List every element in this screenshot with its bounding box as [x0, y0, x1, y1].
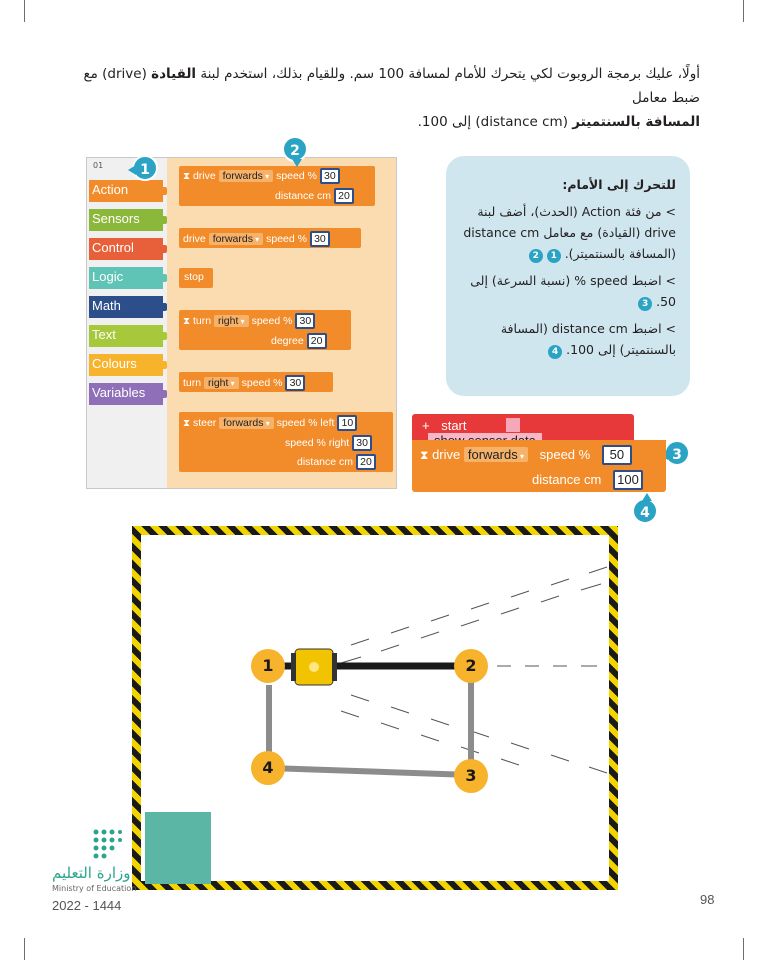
landing-pad: [145, 812, 211, 884]
block-keyword: drive: [183, 233, 206, 245]
card-title: للتحرك إلى الأمام:: [562, 177, 676, 192]
turn-block[interactable]: [179, 372, 333, 392]
card-step-3: > اضبط distance cm (المسافة بالسنتميتر) إلى 100. 4: [500, 321, 676, 357]
edition-year: 2022 - 1444: [52, 898, 122, 913]
waypoint-3: 3: [454, 759, 488, 793]
block-palette: [86, 157, 397, 489]
category-logic[interactable]: Logic: [89, 267, 163, 289]
page-number: 98: [700, 892, 715, 907]
step-number-icon: 1: [547, 249, 561, 263]
direction-dropdown[interactable]: right ▾: [204, 377, 239, 389]
speed-input[interactable]: 30: [295, 313, 315, 329]
hourglass-icon: ⧗: [183, 316, 191, 327]
crop-mark: [24, 938, 25, 960]
waypoint-1: 1: [251, 649, 285, 683]
hourglass-icon: ⧗: [183, 418, 191, 429]
ministry-logo: [52, 828, 137, 893]
card-step-1: > من فئة Action (الحدث)، أضف لبنة drive (القيادة) مع معامل distance cm (المسافة بالسنتميتر). 1 2: [463, 204, 676, 261]
category-counter: 01: [93, 161, 104, 170]
block-keyword: drive: [192, 170, 216, 182]
speed-label: speed %: [266, 233, 307, 245]
distance-label: distance cm: [275, 190, 332, 202]
instruction-card: [446, 156, 690, 396]
speed-input[interactable]: 30: [285, 375, 305, 391]
steer-block[interactable]: [179, 412, 393, 472]
plus-icon[interactable]: +: [422, 418, 430, 433]
hourglass-icon: ⧗: [420, 448, 429, 462]
category-list: [87, 158, 167, 488]
intro-text: (drive) مع ضبط معامل: [83, 66, 700, 106]
callout-badge-3: 3: [664, 440, 690, 466]
distance-input[interactable]: 20: [334, 188, 354, 204]
distance-input[interactable]: 20: [356, 454, 376, 470]
category-variables[interactable]: Variables: [89, 383, 163, 405]
block-keyword: steer: [192, 417, 217, 429]
step-number-icon: 3: [638, 297, 652, 311]
intro-text: (distance cm) إلى 100.: [417, 114, 573, 130]
speed-input[interactable]: 50: [602, 445, 632, 465]
block-keyword: stop: [184, 271, 204, 283]
category-colours[interactable]: Colours: [89, 354, 163, 376]
speed-label: speed %: [251, 315, 293, 327]
card-step-2: > اضبط speed % (نسبة السرعة) إلى 50. 3: [470, 273, 676, 309]
block-keyword: turn: [192, 315, 212, 327]
callout-badge-2: 2: [282, 136, 308, 162]
intro-bold: القيادة: [151, 66, 197, 82]
category-control[interactable]: Control: [89, 238, 163, 260]
stop-block[interactable]: [179, 268, 213, 288]
intro-paragraph: [80, 62, 700, 134]
direction-dropdown[interactable]: forwards ▾: [219, 417, 274, 429]
callout-badge-1: 1: [132, 155, 158, 181]
intro-bold: المسافة بالسنتميتر: [572, 114, 700, 130]
robot-icon: [291, 649, 337, 685]
direction-dropdown[interactable]: forwards ▾: [209, 233, 264, 245]
show-sensor-checkbox[interactable]: [506, 418, 520, 432]
block-keyword: turn: [183, 377, 202, 389]
speed-label: speed %: [276, 170, 317, 182]
start-label: start: [441, 418, 467, 433]
waypoint-4: 4: [251, 751, 285, 785]
callout-badge-4: 4: [632, 498, 658, 524]
arena-floor: [141, 535, 609, 881]
category-math[interactable]: Math: [89, 296, 163, 318]
speed-input[interactable]: 30: [320, 168, 340, 184]
program-workspace: [412, 414, 666, 492]
block-keyword: drive: [432, 447, 461, 462]
direction-dropdown[interactable]: forwards ▾: [219, 170, 274, 182]
distance-label: distance cm: [532, 472, 602, 487]
speed-input[interactable]: 30: [310, 231, 330, 247]
degree-label: degree: [271, 335, 304, 347]
drive-distance-block[interactable]: [179, 166, 375, 206]
ministry-name-ar: وزارة التعليم: [52, 864, 131, 882]
direction-dropdown[interactable]: right ▾: [214, 315, 249, 327]
degree-input[interactable]: 20: [307, 333, 327, 349]
turn-degree-block[interactable]: [179, 310, 351, 350]
distance-label: distance cm: [297, 456, 354, 468]
ministry-name-en: Ministry of Education: [52, 884, 137, 893]
speed-label: speed %: [241, 377, 283, 389]
hourglass-icon: ⧗: [183, 171, 191, 182]
step-number-icon: 2: [529, 249, 543, 263]
intro-text: أولًا، عليك برمجة الروبوت لكي يتحرك للأمام لمسافة 100 سم. وللقيام بذلك، استخدم لبنة: [196, 66, 700, 82]
right-speed-label: speed % right: [285, 437, 350, 449]
crop-mark: [743, 938, 744, 960]
drive-block[interactable]: [179, 228, 361, 248]
start-event-block[interactable]: [412, 414, 634, 440]
ministry-dots-icon: [52, 828, 122, 862]
category-sensors[interactable]: Sensors: [89, 209, 163, 231]
left-speed-label: speed % left: [276, 417, 335, 429]
speed-label: speed %: [539, 447, 591, 462]
step-number-icon: 4: [548, 345, 562, 359]
left-speed-input[interactable]: 10: [337, 415, 357, 431]
arena-paths: [141, 535, 609, 881]
right-speed-input[interactable]: 30: [352, 435, 372, 451]
direction-dropdown[interactable]: forwards ▾: [464, 447, 528, 462]
drive-program-block[interactable]: [412, 440, 666, 492]
crop-mark: [24, 0, 25, 22]
distance-input[interactable]: 100: [613, 470, 643, 490]
crop-mark: [743, 0, 744, 22]
waypoint-2: 2: [454, 649, 488, 683]
category-text[interactable]: Text: [89, 325, 163, 347]
category-action[interactable]: Action: [89, 180, 163, 202]
